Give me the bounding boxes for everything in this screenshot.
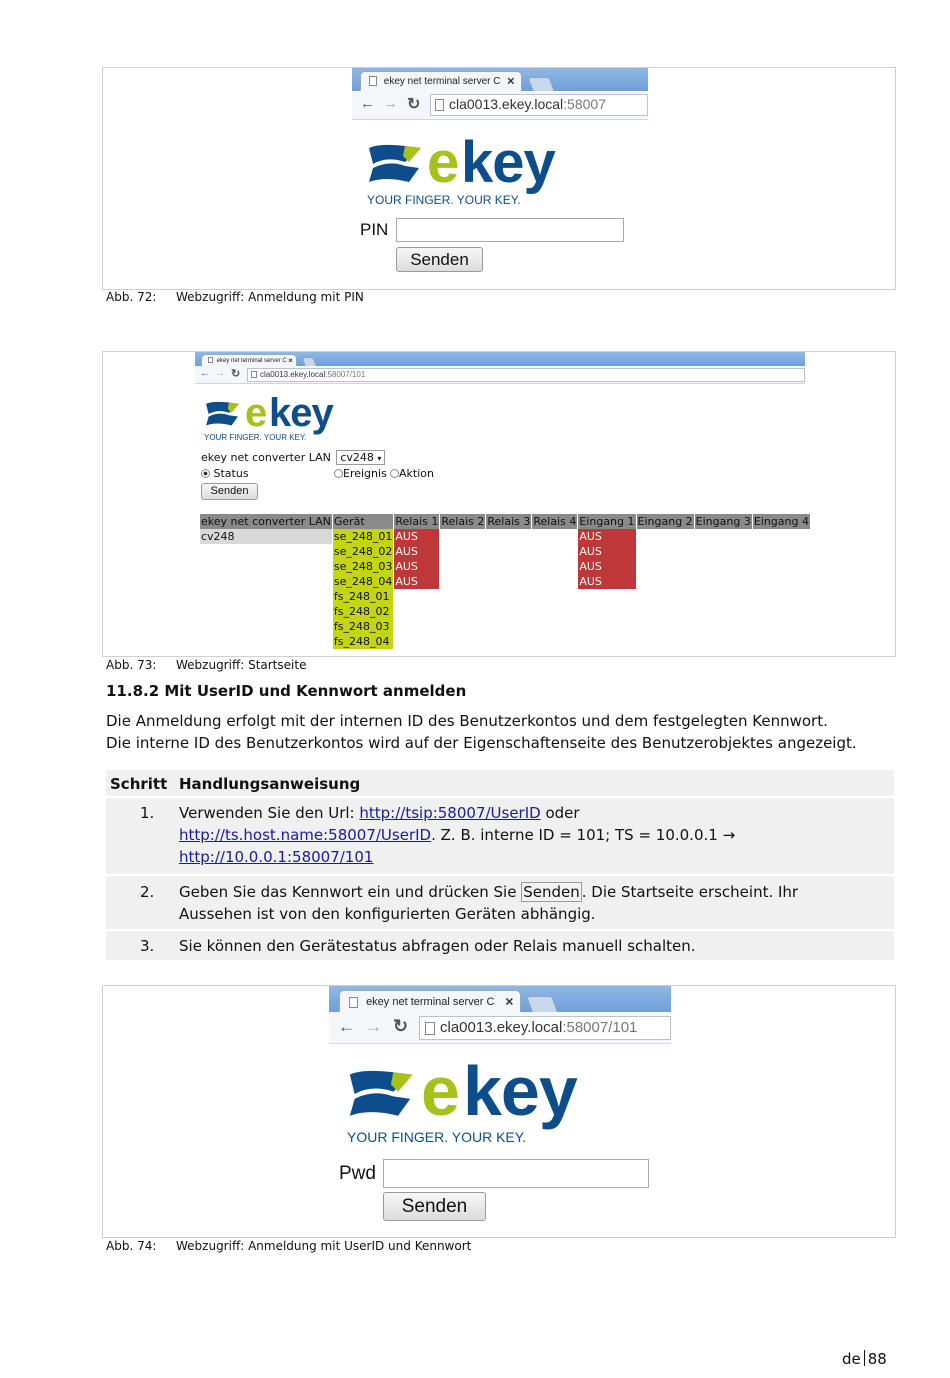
senden-button-reference: Senden <box>523 883 580 901</box>
status-table <box>199 514 811 649</box>
reload-icon[interactable]: ↻ <box>407 96 421 113</box>
column-header: Schritt <box>110 775 168 793</box>
step-number: 3. <box>140 937 155 955</box>
table-row <box>200 634 810 649</box>
figure-pin-login <box>102 67 896 290</box>
userid-link[interactable]: http://tsip:58007/UserID <box>359 804 541 822</box>
device-cell[interactable]: fs_248_01 <box>333 589 394 604</box>
table-row <box>200 619 810 634</box>
new-tab-button[interactable] <box>527 77 554 91</box>
radio-event[interactable]: Ereignis <box>334 467 387 480</box>
browser-window <box>352 68 648 120</box>
step-row: 3. Sie können den Gerätestatus abfragen oder Relais manuell schalten. <box>106 929 894 960</box>
browser-window <box>329 986 671 1044</box>
ekey-logo: e key YOUR FINGER. YOUR KEY. <box>204 391 333 442</box>
browser-tab[interactable]: ekey net terminal server C ✕ <box>339 990 521 1012</box>
column-header: Relais 1 <box>395 515 439 528</box>
reload-icon[interactable]: ↻ <box>393 1016 409 1036</box>
table-header-row <box>200 514 810 529</box>
device-cell[interactable]: se_248_03 <box>333 560 393 573</box>
input-cell: AUS <box>578 529 635 544</box>
page-icon <box>208 357 213 363</box>
column-header: ekey net converter LAN <box>201 515 331 528</box>
device-cell[interactable]: fs_248_04 <box>333 634 394 649</box>
input-cell: AUS <box>578 574 635 589</box>
converter-select-row: ekey net converter LAN cv248 ▾ <box>201 450 385 465</box>
ekey-logo: e key YOUR FINGER. YOUR KEY. <box>347 1052 577 1145</box>
ekey-logo-mark <box>345 1067 415 1121</box>
separator <box>864 1350 865 1366</box>
new-tab-button[interactable] <box>526 996 558 1012</box>
figure-caption: Abb. 73: Webzugriff: Startseite <box>106 658 307 672</box>
table-row <box>200 544 810 559</box>
column-header: Handlungsanweisung <box>179 775 361 793</box>
converter-cell: cv248 <box>200 529 332 544</box>
relais-cell[interactable]: AUS <box>394 574 439 589</box>
close-icon[interactable]: ✕ <box>287 358 293 364</box>
step-number: 1. <box>140 804 155 822</box>
address-bar[interactable]: cla0013.ekey.local:58007/101 <box>419 1016 671 1040</box>
pin-input[interactable] <box>396 218 624 242</box>
send-button[interactable]: Senden <box>383 1192 486 1221</box>
paragraph: Die Anmeldung erfolgt mit der internen ID des Benutzerkontos und dem festgelegten Kennwort. <box>106 712 828 730</box>
reload-icon[interactable]: ↻ <box>231 368 241 380</box>
step-row: 2. Geben Sie das Kennwort ein und drücken Sie Senden . Die Startseite erscheint. Ihr Aussehen ist von den konfigurierten Geräten abhängig. <box>106 874 894 929</box>
column-header: Relais 3 <box>487 515 531 528</box>
send-button[interactable]: Senden <box>396 247 483 272</box>
dropdown-arrow-icon: ▾ <box>377 454 382 463</box>
table-row <box>200 559 810 574</box>
input-cell: AUS <box>578 559 635 574</box>
browser-tab[interactable]: ekey net terminal server C ✕ <box>360 71 522 91</box>
device-cell[interactable]: se_248_04 <box>333 575 393 588</box>
forward-icon[interactable]: → <box>215 368 225 379</box>
figure-caption: Abb. 72: Webzugriff: Anmeldung mit PIN <box>106 290 364 304</box>
hostname-link[interactable]: http://ts.host.name:58007/UserID <box>179 826 432 844</box>
step-number: 2. <box>140 883 155 901</box>
paragraph: Die interne ID des Benutzerkontos wird auf der Eigenschaftenseite des Benutzerobjektes angezeigt. <box>106 734 857 752</box>
send-button[interactable]: Senden <box>201 483 258 500</box>
relais-cell[interactable]: AUS <box>394 544 439 559</box>
device-cell[interactable]: fs_248_03 <box>333 619 394 634</box>
device-cell[interactable]: se_248_01 <box>333 530 393 543</box>
step-row: 1. Verwenden Sie den Url: http://tsip:58007/UserID oder http://ts.host.name:58007/UserID. Z. B. interne ID = 101; TS = 10.0.0.1 → http://10.0.0.1:58007/101 <box>106 796 894 874</box>
column-header: Eingang 1 <box>579 515 635 528</box>
password-input[interactable] <box>383 1159 649 1188</box>
address-bar[interactable]: cla0013.ekey.local:58007 <box>430 94 648 116</box>
table-row <box>200 589 810 604</box>
device-cell[interactable]: fs_248_02 <box>333 604 394 619</box>
column-header: Eingang 3 <box>695 515 751 528</box>
pin-label: PIN <box>360 220 389 239</box>
relais-cell[interactable]: AUS <box>394 559 439 574</box>
new-tab-button[interactable] <box>301 357 316 366</box>
page-icon <box>251 371 257 378</box>
ekey-logo-mark <box>203 400 241 428</box>
figure-userid-login <box>102 985 896 1238</box>
radio-action[interactable]: Aktion <box>390 467 434 480</box>
relais-cell[interactable]: AUS <box>394 529 439 544</box>
address-bar[interactable]: cla0013.ekey.local:58007/101 <box>247 368 805 382</box>
ekey-logo: e key YOUR FINGER. YOUR KEY. <box>367 130 555 207</box>
steps-header-row <box>106 768 894 796</box>
device-cell[interactable]: se_248_02 <box>333 545 393 558</box>
radio-icon <box>390 469 399 478</box>
back-icon[interactable]: ← <box>200 368 210 379</box>
back-icon[interactable]: ← <box>338 1017 355 1036</box>
column-header: Gerät <box>333 514 394 529</box>
column-header: Relais 4 <box>533 515 577 528</box>
ekey-logo-mark <box>365 142 423 186</box>
example-link[interactable]: http://10.0.0.1:58007/101 <box>179 848 374 866</box>
column-header: Eingang 2 <box>637 515 693 528</box>
section-heading: 11.8.2 Mit UserID und Kennwort anmelden <box>106 682 467 700</box>
forward-icon[interactable]: → <box>365 1017 382 1036</box>
radio-icon <box>334 469 343 478</box>
steps-table <box>106 768 894 960</box>
page-icon <box>425 1022 435 1035</box>
figure-start-page <box>102 351 896 657</box>
close-icon[interactable]: ✕ <box>504 996 514 1008</box>
back-icon[interactable]: ← <box>360 95 375 112</box>
password-label: Pwd <box>339 1163 376 1184</box>
radio-status[interactable]: Status <box>201 467 249 480</box>
browser-window <box>195 352 805 384</box>
close-icon[interactable]: ✕ <box>506 76 515 87</box>
page-number: de 88 <box>842 1350 887 1368</box>
table-row <box>200 529 810 544</box>
converter-select[interactable]: cv248 ▾ <box>336 450 385 465</box>
input-cell: AUS <box>578 544 635 559</box>
column-header: Relais 2 <box>441 515 485 528</box>
table-row <box>200 574 810 589</box>
page-icon <box>435 99 444 111</box>
column-header: Eingang 4 <box>753 515 809 528</box>
radio-checked-icon <box>201 469 210 478</box>
figure-caption: Abb. 74: Webzugriff: Anmeldung mit UserID und Kennwort <box>106 1239 472 1253</box>
forward-icon[interactable]: → <box>383 95 398 112</box>
page-icon <box>349 997 358 1008</box>
table-row <box>200 604 810 619</box>
browser-tab[interactable]: ekey net terminal server C ✕ <box>201 354 297 366</box>
page-icon <box>369 76 377 86</box>
